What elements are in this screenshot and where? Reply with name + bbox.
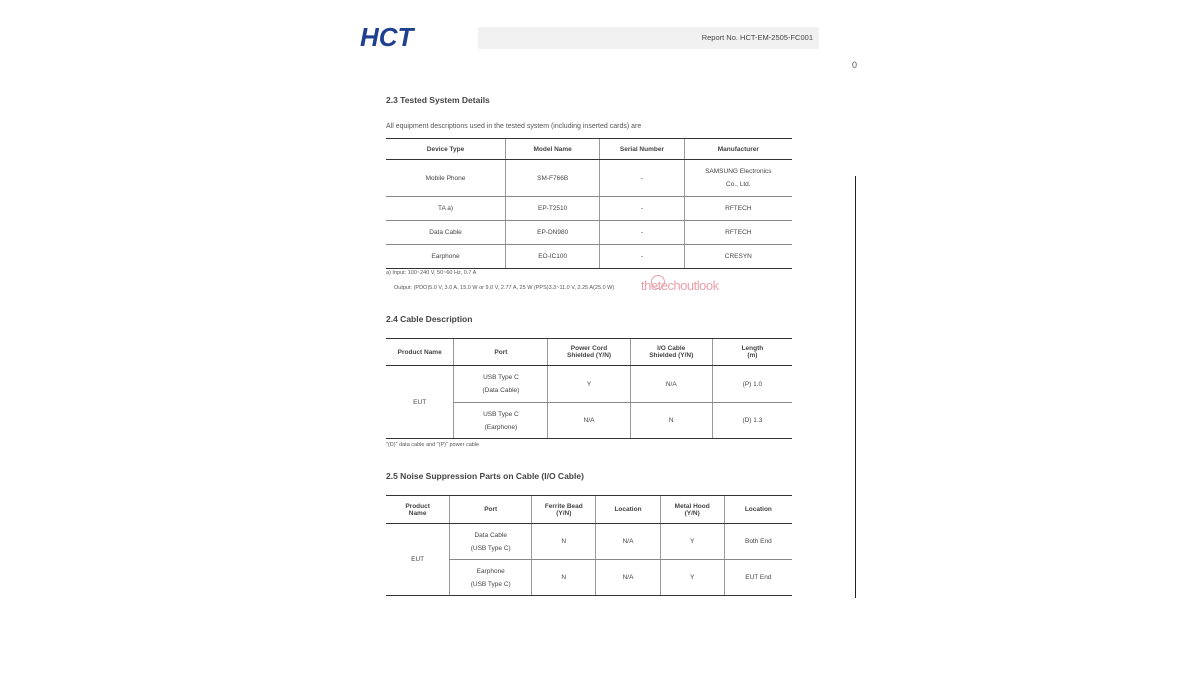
cell-product: EUT (386, 524, 450, 596)
cell-model: EO-IC100 (506, 245, 600, 269)
col-io-line2: Shielded (Y/N) (649, 352, 694, 359)
cell-serial: - (600, 160, 684, 197)
cell-location-2: Both End (724, 524, 792, 560)
col-power-line2: Shielded (Y/N) (567, 352, 612, 359)
cell-hood: Y (660, 524, 724, 560)
section-25-title: 2.5 Noise Suppression Parts on Cable (I/O Cable) (386, 471, 584, 481)
cell-power: Y (548, 366, 630, 403)
cell-manufacturer (684, 160, 792, 197)
port-line1: USB Type C (483, 410, 519, 418)
col-location-2: Location (724, 496, 792, 524)
col-ferrite-line2: (Y/N) (556, 509, 572, 517)
port-line2: (Earphone) (484, 423, 518, 431)
cable-footnote: "(D)" data cable and "(P)" power cable (386, 442, 480, 448)
col-product-line1: Product (405, 502, 430, 510)
manufacturer-line2: Co., Ltd. (726, 181, 751, 188)
col-product-name: Product Name (386, 339, 454, 366)
cell-length: (D) 1.3 (712, 403, 792, 439)
cell-port (454, 366, 548, 403)
cell-ferrite: N (532, 560, 596, 596)
col-power-cord (548, 339, 630, 366)
manufacturer-line1: SAMSUNG Electronics (705, 168, 772, 175)
port-line2: (Data Cable) (482, 387, 520, 394)
cell-device: Data Cable (386, 221, 506, 245)
col-length (712, 339, 792, 366)
col-product-line2: Name (408, 509, 427, 517)
section-24-title: 2.4 Cable Description (386, 314, 473, 324)
table-row (386, 524, 792, 560)
cell-ferrite: N (532, 524, 596, 560)
col-length-line1: Length (741, 345, 764, 352)
col-product-name (386, 496, 450, 524)
cell-port (454, 403, 548, 439)
cell-io: N (630, 403, 712, 439)
cell-port (450, 560, 532, 596)
cell-device: Earphone (386, 245, 506, 269)
col-length-line2: (m) (747, 352, 758, 359)
cell-port (450, 524, 532, 560)
table-row (386, 197, 792, 221)
hct-logo (360, 24, 458, 50)
table-row (386, 366, 792, 403)
table-row (386, 245, 792, 269)
col-hood-line2: (Y/N) (684, 509, 700, 517)
col-port: Port (450, 496, 532, 524)
col-location: Location (596, 496, 660, 524)
port-line2: (USB Type C) (470, 580, 511, 588)
report-number: Report No. HCT-EM-2505-FC001 (701, 33, 813, 42)
table-row (386, 160, 792, 197)
cell-model: SM-F766B (506, 160, 600, 197)
cell-location: N/A (596, 560, 660, 596)
noise-suppression-table (386, 495, 792, 596)
col-power-line1: Power Cord (570, 345, 608, 352)
logo-text: HCT (360, 24, 414, 50)
watermark (641, 278, 719, 293)
footnote-input: a) Input: 100~240 V, 50~60 Hz, 0.7 A (386, 270, 477, 276)
col-model-name: Model Name (506, 139, 600, 160)
table-header-row (386, 139, 792, 160)
col-metal-hood (660, 496, 724, 524)
cell-io: N/A (630, 366, 712, 403)
cell-location: N/A (596, 524, 660, 560)
footnote-output: Output: (PDO)5.0 V, 3.0 A, 15.0 W or 9.0 V, 2.77 A, 25 W (PPS)3.3~11.0 V, 2.25 A(25.0 W) (394, 285, 615, 291)
report-number-bar (478, 27, 819, 49)
col-hood-line1: Metal Hood (674, 502, 710, 510)
table-header-row (386, 339, 792, 366)
page-divider (855, 176, 856, 598)
col-port: Port (454, 339, 548, 366)
col-io-cable (630, 339, 712, 366)
cell-product: EUT (386, 366, 454, 439)
section-23-intro: All equipment descriptions used in the tested system (including inserted cards) are (386, 123, 642, 130)
watermark-text: thetechoutlook (641, 278, 719, 293)
col-manufacturer: Manufacturer (684, 139, 792, 160)
cell-manufacturer: RFTECH (684, 197, 792, 221)
section-23-title: 2.3 Tested System Details (386, 95, 490, 105)
table-header-row (386, 496, 792, 524)
tested-system-table (386, 138, 792, 269)
cell-manufacturer: CRESYN (684, 245, 792, 269)
col-ferrite-bead (532, 496, 596, 524)
cell-serial: - (600, 197, 684, 221)
page-number: 0 (852, 60, 858, 70)
cell-device: Mobile Phone (386, 160, 506, 197)
port-line1: USB Type C (483, 374, 519, 381)
col-io-line1: I/O Cable (657, 345, 686, 352)
cell-serial: - (600, 245, 684, 269)
cell-location-2: EUT End (724, 560, 792, 596)
cell-serial: - (600, 221, 684, 245)
col-device-type: Device Type (386, 139, 506, 160)
cell-power: N/A (548, 403, 630, 439)
port-line1: Earphone (476, 567, 505, 575)
col-serial-number: Serial Number (600, 139, 684, 160)
cell-manufacturer: RFTECH (684, 221, 792, 245)
table-row (386, 221, 792, 245)
cell-model: EP-T2510 (506, 197, 600, 221)
port-line1: Data Cable (474, 531, 507, 539)
cell-hood: Y (660, 560, 724, 596)
col-ferrite-line1: Ferrite Bead (544, 502, 583, 510)
cell-device: TA a) (386, 197, 506, 221)
cell-length: (P) 1.0 (712, 366, 792, 403)
cable-description-table (386, 338, 792, 439)
watermark-circle-icon (651, 275, 665, 289)
port-line2: (USB Type C) (470, 544, 511, 552)
cell-model: EP-DN980 (506, 221, 600, 245)
